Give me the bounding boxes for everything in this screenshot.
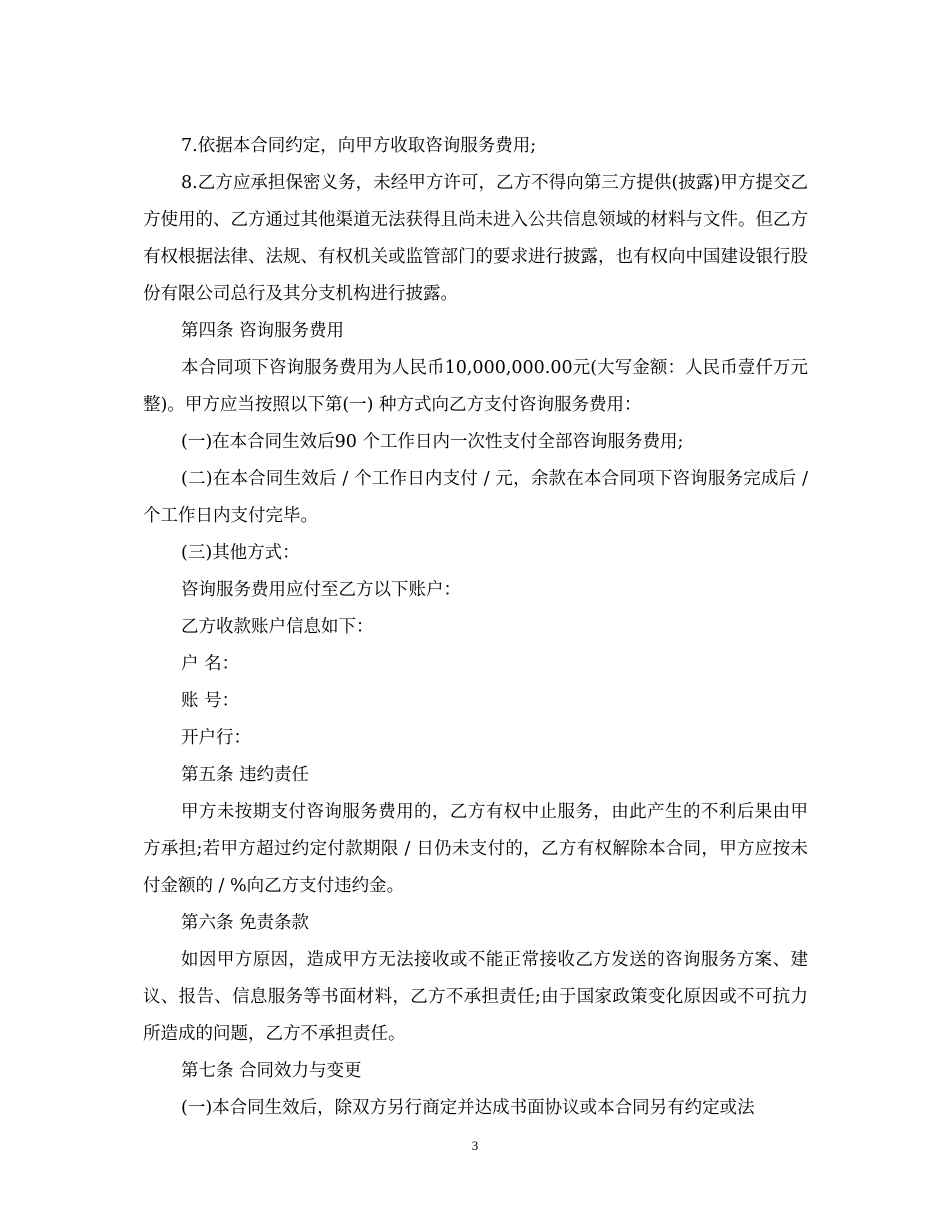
paragraph-item-7: 7.依据本合同约定，向甲方收取咨询服务费用; (181, 136, 537, 156)
section-heading-article-4: 第四条 咨询服务费用 (181, 321, 345, 341)
paragraph-payment-option-3: (三)其他方式： (181, 543, 300, 563)
field-account-name: 户 名： (181, 654, 240, 674)
section-heading-article-6: 第六条 免责条款 (181, 913, 310, 933)
page-number: 3 (471, 1138, 479, 1153)
field-bank: 开户行： (181, 728, 251, 748)
paragraph-item-8-confidentiality: 8.乙方应承担保密义务，未经甲方许可，乙方不得向第三方提供(披露)甲方提交乙方使用的、乙方通过其他渠道无法获得且尚未进入公共信息领域的材料与文件。但乙方有权根据法律、法规、有权机关或监管部门的要求进行披露，也有权向中国建设银行股份有限公司总行及其分支机构进行披露。 (143, 173, 808, 304)
document-body (143, 128, 808, 1127)
paragraph-payment-account: 咨询服务费用应付至乙方以下账户： (181, 580, 461, 600)
paragraph-exemption: 如因甲方原因，造成甲方无法接收或不能正常接收乙方发送的咨询服务方案、建议、报告、信息服务等书面材料，乙方不承担责任;由于国家政策变化原因或不可抗力所造成的问题，乙方不承担责任。 (143, 950, 808, 1044)
paragraph-breach-liability: 甲方未按期支付咨询服务费用的，乙方有权中止服务，由此产生的不利后果由甲方承担;若甲方超过约定付款期限 / 日仍未支付的，乙方有权解除本合同，甲方应按未付金额的 / %向乙方支付违约金。 (143, 802, 808, 896)
section-heading-article-7: 第七条 合同效力与变更 (181, 1061, 362, 1081)
paragraph-contract-effect: (一)本合同生效后，除双方另行商定并达成书面协议或本合同另有约定或法 (181, 1098, 755, 1118)
paragraph-payment-option-2: (二)在本合同生效后 / 个工作日内支付 / 元，余款在本合同项下咨询服务完成后 / 个工作日内支付完毕。 (143, 469, 808, 526)
paragraph-payment-option-1: (一)在本合同生效后90 个工作日内一次性支付全部咨询服务费用; (181, 432, 684, 452)
section-heading-article-5: 第五条 违约责任 (181, 765, 310, 785)
field-account-number: 账 号： (181, 691, 240, 711)
paragraph-account-info: 乙方收款账户信息如下： (181, 617, 374, 637)
paragraph-fee-amount: 本合同项下咨询服务费用为人民币10,000,000.00元(大写金额：人民币壹仟万元整)。甲方应当按照以下第(一) 种方式向乙方支付咨询服务费用： (143, 358, 808, 415)
